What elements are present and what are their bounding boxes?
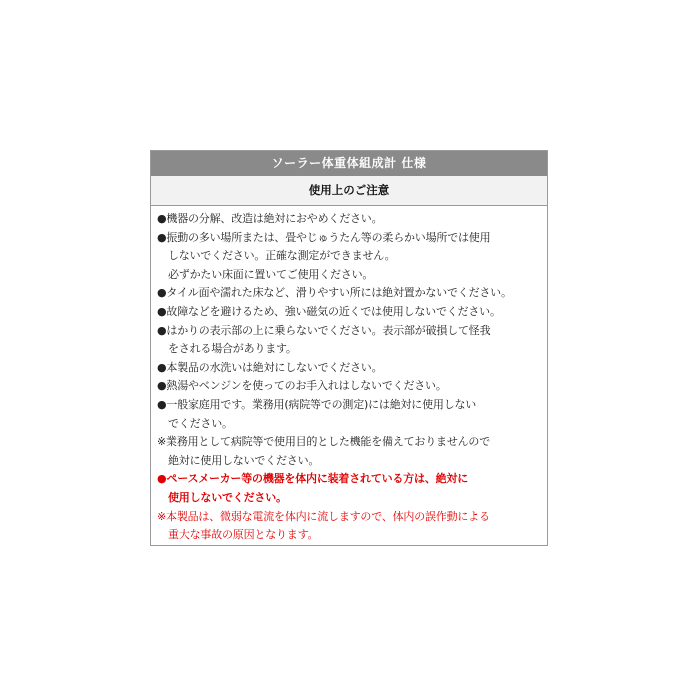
note-line: ●熱湯やベンジンを使ってのお手入れはしないでください。 [157,379,447,393]
note-display [157,322,547,359]
note-line: しないでください。正確な測定ができません。 [168,249,396,263]
note-cleaning [157,377,547,396]
note-line: 必ずかたい床面に置いてご使用ください。 [168,267,374,281]
note-vibration [157,229,547,285]
note-magnetism [157,303,547,322]
note-line: ●タイル面や濡れた床など、滑りやすい所には絶対置かないでください。 [157,286,512,300]
note-line: ●ペースメーカー等の機器を体内に装着されている方は、絶対に [157,472,469,486]
note-business-use [157,433,547,470]
note-line: をされる場合があります。 [168,342,297,356]
note-electric-current [157,508,547,545]
note-line: 重大な事故の原因となります。 [168,528,319,542]
note-line: ●はかりの表示部の上に乗らないでください。表示部が破損して怪我 [157,323,491,337]
note-washing [157,359,547,378]
note-line: ※業務用として病院等で使用目的とした機能を備えておりませんので [157,435,491,449]
note-line: ●故障などを避けるため、強い磁気の近くでは使用しないでください。 [157,304,501,318]
caution-list [151,206,547,545]
note-line: でください。 [168,416,233,430]
note-household-use [157,396,547,433]
note-pacemaker-warning [157,470,547,507]
note-line: ※本製品は、微弱な電流を体内に流しますので、体内の誤作動による [157,509,490,523]
note-disassembly [157,210,547,229]
spec-panel [150,150,548,546]
note-line: 使用しないでください。 [168,490,287,504]
panel-title: ソーラー体重体組成計 仕様 [151,151,547,176]
note-line: 絶対に使用しないでください。 [168,453,320,467]
panel-subtitle: 使用上のご注意 [151,176,547,206]
note-line: ●振動の多い場所または、畳やじゅうたん等の柔らかい場所では使用 [157,230,491,244]
note-line: ●機器の分解、改造は絶対におやめください。 [157,212,383,225]
note-line: ●本製品の水洗いは絶対にしないでください。 [157,360,383,374]
note-slippery-floor [157,284,547,303]
note-line: ●一般家庭用です。業務用(病院等での測定)には絶対に使用しない [157,397,477,411]
